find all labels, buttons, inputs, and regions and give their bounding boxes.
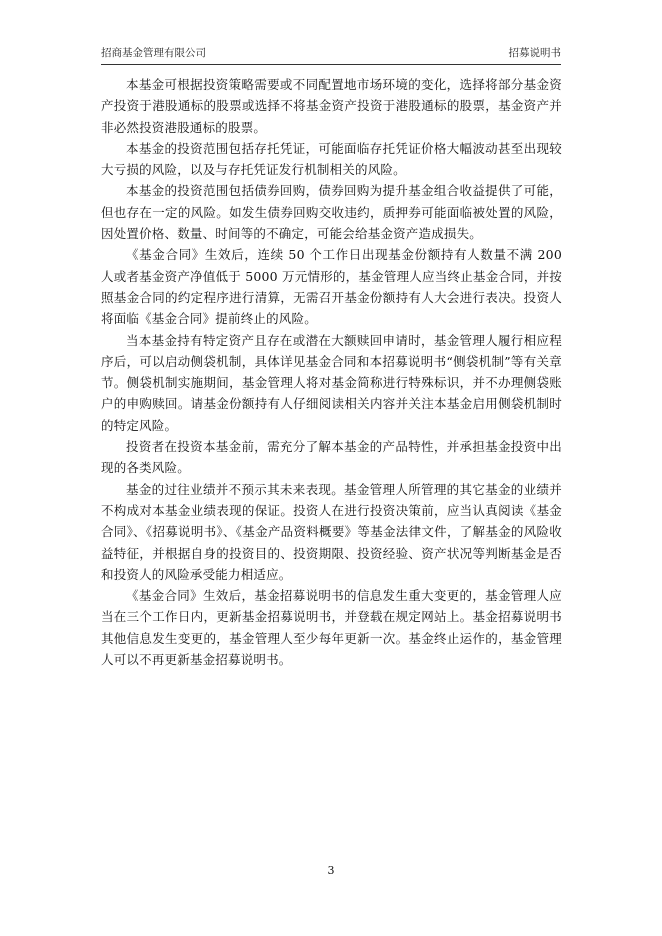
header-document-title: 招募说明书 xyxy=(508,47,561,59)
paragraph-investor-risk: 投资者在投资本基金前，需充分了解本基金的产品特性，并承担基金投资中出现的各类风险。 xyxy=(101,439,562,476)
page-number: 3 xyxy=(327,864,335,877)
paragraph-past-performance: 基金的过往业绩并不预示其未来表现。基金管理人所管理的其它基金的业绩并不构成对本基金业绩表现的保证。投资人在进行投资决策前，应当认真阅读《基金合同》、《招募说明书》、《基金产品资料概要》等基金法律文件，了解基金的风险收益特征，并根据自身的投资目的、投资期限、投资经验、资产状况等判断基金是否和投资人的风险承受能力相适应。 xyxy=(101,481,562,582)
paragraph-bond-repo: 本基金的投资范围包括债券回购，债券回购为提升基金组合收益提供了可能，但也存在一定的风险。如发生债券回购交收违约，质押券可能面临被处置的风险，因处置价格、数量、时间等的不确定，可能会给基金资产造成损失。 xyxy=(101,183,562,242)
document-body xyxy=(101,74,562,670)
page-header xyxy=(101,46,561,65)
paragraph-side-pocket: 当本基金持有特定资产且存在或潜在大额赎回申请时，基金管理人履行相应程序后，可以启动侧袋机制，具体详见基金合同和本招募说明书“侧袋机制”等有关章节。侧袋机制实施期间，基金管理人将对基金简称进行特殊标识，并不办理侧袋账户的申购赎回。请基金份额持有人仔细阅读相关内容并关注本基金启用侧袋机制时的特定风险。 xyxy=(101,332,562,433)
header-company-name: 招商基金管理有限公司 xyxy=(101,47,206,59)
paragraph-prospectus-update: 《基金合同》生效后，基金招募说明书的信息发生重大变更的，基金管理人应当在三个工作日内，更新基金招募说明书，并登载在规定网站上。基金招募说明书其他信息发生变更的，基金管理人至少每年更新一次。基金终止运作的，基金管理人可以不再更新基金招募说明书。 xyxy=(101,588,562,668)
paragraph-contract-termination: 《基金合同》生效后，连续 50 个工作日出现基金份额持有人数量不满 200 人或者基金资产净值低于 5000 万元情形的，基金管理人应当终止基金合同，并按照基金合同的约定程序进行清算，无需召开基金份额持有人大会进行表决。投资人将面临《基金合同》提前终止的风险。 xyxy=(101,247,562,327)
paragraph-hk-connect: 本基金可根据投资策略需要或不同配置地市场环境的变化，选择将部分基金资产投资于港股通标的股票或选择不将基金资产投资于港股通标的股票，基金资产并非必然投资港股通标的股票。 xyxy=(101,77,562,135)
paragraph-depositary-receipts: 本基金的投资范围包括存托凭证，可能面临存托凭证价格大幅波动甚至出现较大亏损的风险，以及与存托凭证发行机制相关的风险。 xyxy=(101,140,562,178)
